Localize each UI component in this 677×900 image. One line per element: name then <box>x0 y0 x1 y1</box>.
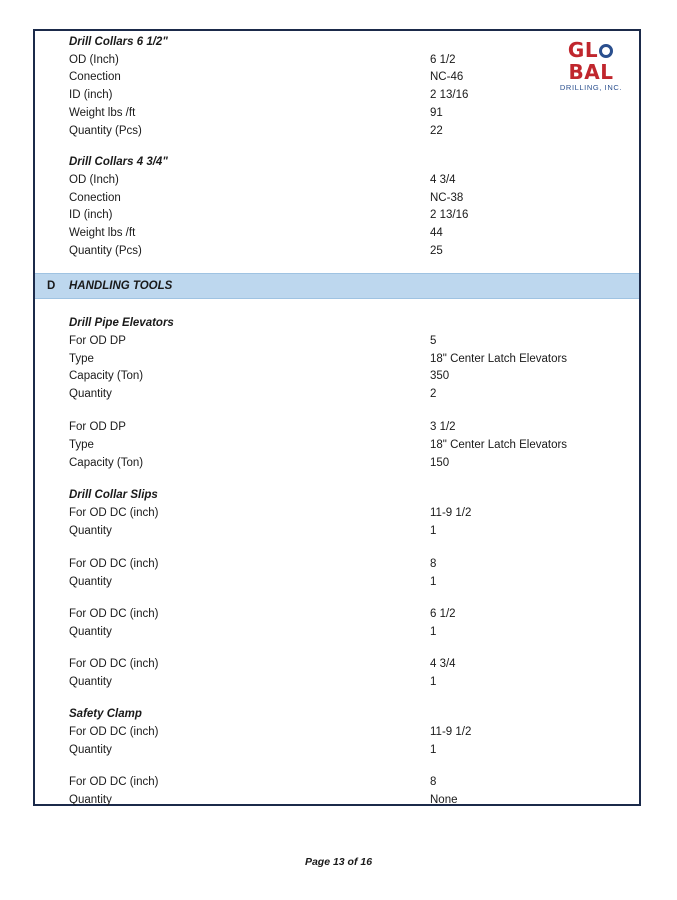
spec-row: OD (Inch) 6 1/2 <box>69 54 456 66</box>
spec-row: Weight lbs /ft 44 <box>69 227 443 239</box>
page-number: Page 13 of 16 <box>304 856 373 868</box>
spec-row: Type 18" Center Latch Elevators <box>69 439 568 451</box>
section-code: D <box>47 280 56 292</box>
heading-safety-clamp: Safety Clamp <box>69 708 142 720</box>
spec-row: Quantity (Pcs) 25 <box>69 245 443 257</box>
spec-row: Quantity 1 <box>69 676 437 688</box>
spec-row: Quantity 2 <box>69 388 437 400</box>
spec-row: Quantity 1 <box>69 576 437 588</box>
spec-row: Quantity None <box>69 794 458 806</box>
spec-row: Conection NC-38 <box>69 192 464 204</box>
heading-drill-collars-4-3-4: Drill Collars 4 3/4" <box>69 156 168 168</box>
heading-drill-pipe-elevators: Drill Pipe Elevators <box>69 317 174 329</box>
spec-row: For OD DC (inch) 8 <box>69 558 437 570</box>
spec-row: Quantity 1 <box>69 744 437 756</box>
spec-row: ID (inch) 2 13/16 <box>69 209 469 221</box>
spec-row: For OD DC (inch) 11-9 1/2 <box>69 507 472 519</box>
spec-row: Capacity (Ton) 150 <box>69 457 450 469</box>
spec-row: Capacity (Ton) 350 <box>69 370 450 382</box>
spec-row: Conection NC-46 <box>69 71 464 83</box>
spec-row: Quantity (Pcs) 22 <box>69 125 443 137</box>
spec-row: For OD DC (inch) 6 1/2 <box>69 608 456 620</box>
spec-row: Weight lbs /ft 91 <box>69 107 443 119</box>
logo-subtitle: DRILLING, INC. <box>559 83 623 92</box>
heading-drill-collars-6-1-2: Drill Collars 6 1/2" <box>69 36 168 48</box>
spec-row: For OD DC (inch) 8 <box>69 776 437 788</box>
spec-row: ID (inch) 2 13/16 <box>69 89 469 101</box>
spec-row: Type 18" Center Latch Elevators <box>69 353 568 365</box>
heading-drill-collar-slips: Drill Collar Slips <box>69 489 158 501</box>
spec-row: Quantity 1 <box>69 525 437 537</box>
spec-row: For OD DP 3 1/2 <box>69 421 456 433</box>
spec-row: OD (Inch) 4 3/4 <box>69 174 456 186</box>
section-title: HANDLING TOOLS <box>69 280 173 292</box>
spec-row: Quantity 1 <box>69 626 437 638</box>
spec-row: For OD DC (inch) 4 3/4 <box>69 658 456 670</box>
section-header-handling-tools <box>35 273 639 299</box>
spec-row: For OD DC (inch) 11-9 1/2 <box>69 726 472 738</box>
company-logo: GLBAL DRILLING, INC. <box>553 39 629 73</box>
spec-row: For OD DP 5 <box>69 335 437 347</box>
